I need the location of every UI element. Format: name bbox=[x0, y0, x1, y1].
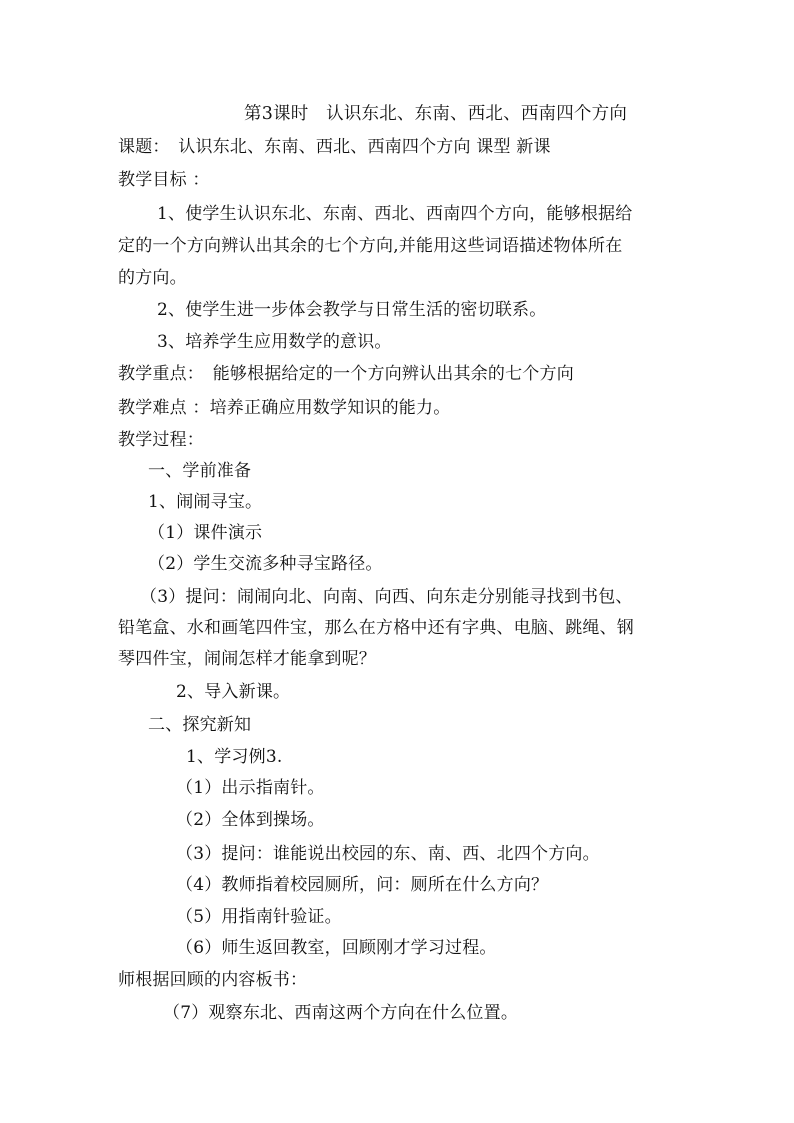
topic-line: 课题： 认识东北、东南、西北、西南四个方向 课型 新课 bbox=[118, 137, 551, 157]
section-1-sub-3-line-2: 铅笔盒、水和画笔四件宝，那么在方格中还有字典、电脑、跳绳、钢 bbox=[118, 618, 634, 638]
section-2-sub-1: （1）出示指南针。 bbox=[176, 778, 325, 798]
objectives-heading: 教学目标 ： bbox=[118, 170, 210, 190]
process-heading: 教学过程： bbox=[118, 430, 204, 450]
lesson-title: 第3课时 认识东北、东南、西北、西南四个方向 bbox=[244, 104, 628, 124]
objective-1-line-3: 的方向。 bbox=[118, 268, 187, 288]
section-1-sub-1: （1）课件演示 bbox=[148, 523, 263, 543]
section-2-sub-7: （7）观察东北、西南这两个方向在什么位置。 bbox=[163, 1003, 519, 1023]
section-2-sub-2: （2）全体到操场。 bbox=[176, 810, 325, 830]
section-2-sub-5: （5）用指南针验证。 bbox=[176, 907, 342, 927]
section-1-sub-3-line-3: 琴四件宝，闹闹怎样才能拿到呢？ bbox=[118, 649, 376, 669]
section-1-item-1: 1、闹闹寻宝。 bbox=[148, 492, 263, 512]
key-point-line: 教学重点： 能够根据给定的一个方向辨认出其余的七个方向 bbox=[118, 364, 574, 384]
section-1-sub-3-line-1: （3）提问：闹闹向北、向南、向西、向东走分别能寻找到书包、 bbox=[140, 587, 633, 607]
section-2-sub-6: （6）师生返回教室，回顾刚才学习过程。 bbox=[176, 938, 497, 958]
section-1-sub-2: （2）学生交流多种寻宝路径。 bbox=[148, 554, 383, 574]
board-writing-line: 师根据回顾的内容板书： bbox=[118, 970, 308, 990]
objective-1-line-1: 1、使学生认识东北、东南、西北、西南四个方向，能够根据给 bbox=[157, 204, 633, 224]
section-2-item-1: 1、学习例3. bbox=[186, 747, 283, 767]
section-1-heading: 一、学前准备 bbox=[148, 461, 252, 481]
section-1-item-2: 2、导入新课。 bbox=[176, 682, 291, 702]
objective-1-line-2: 定的一个方向辨认出其余的七个方向,并能用这些词语描述物体所在 bbox=[118, 236, 623, 256]
section-2-sub-4: （4）教师指着校园厕所，问：厕所在什么方向？ bbox=[176, 875, 549, 895]
difficulty-line: 教学难点 ：培养正确应用数学知识的能力。 bbox=[118, 398, 451, 418]
objective-2: 2、使学生进一步体会教学与日常生活的密切联系。 bbox=[157, 300, 547, 320]
section-2-heading: 二、探究新知 bbox=[148, 715, 252, 735]
objective-3: 3、培养学生应用数学的意识。 bbox=[157, 332, 392, 352]
section-2-sub-3: （3）提问：谁能说出校园的东、南、西、北四个方向。 bbox=[176, 844, 600, 864]
